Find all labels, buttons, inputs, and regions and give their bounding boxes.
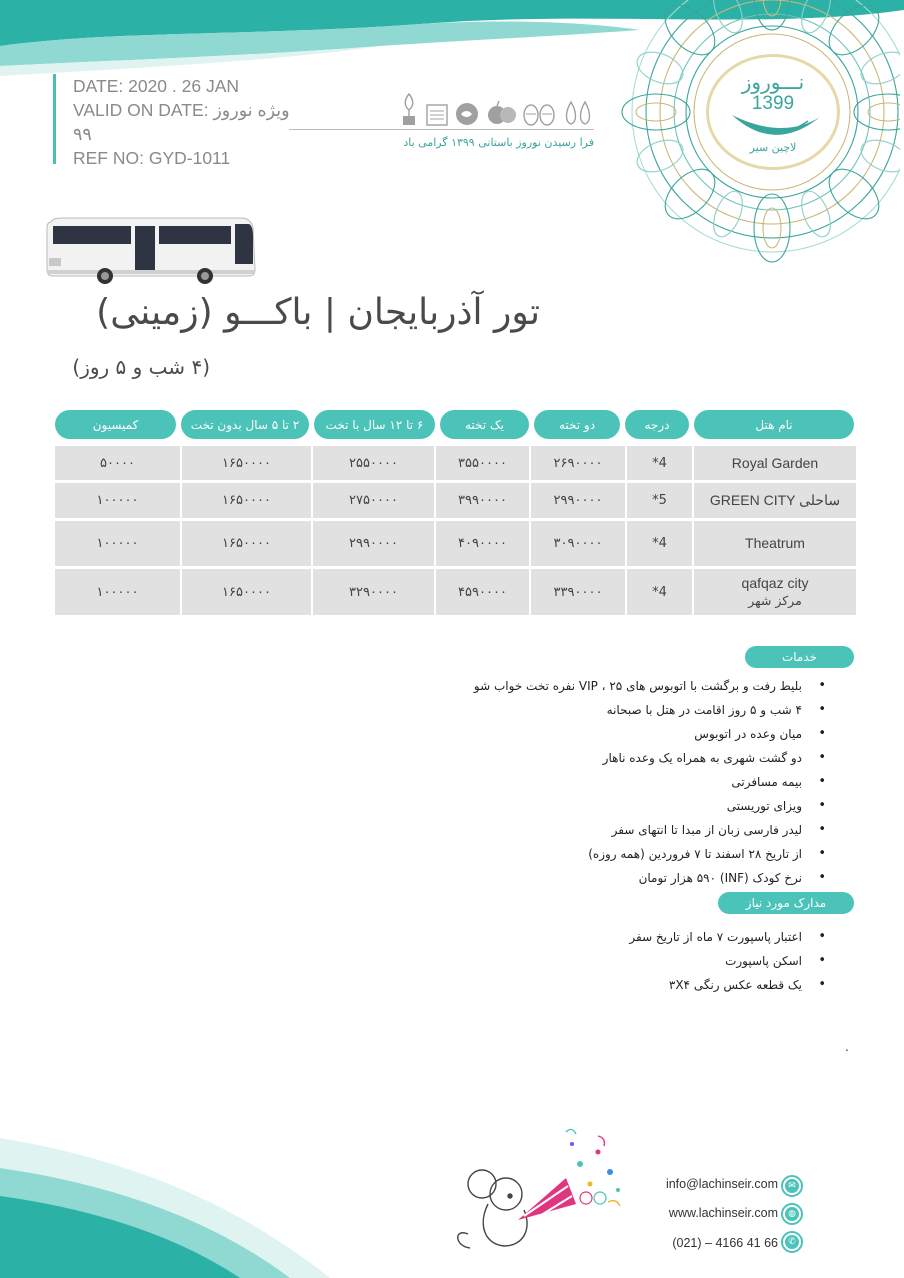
tour-title: تور آذربایجان | باکـــو (زمینی) xyxy=(96,292,540,333)
header-grade: درجه xyxy=(625,410,689,439)
table-row-0-commission: ۵۰۰۰۰ xyxy=(55,446,180,480)
tour-duration: (۴ شب و ۵ روز) xyxy=(72,355,210,379)
table-row-0-child-nobed: ۱۶۵۰۰۰۰ xyxy=(182,446,311,480)
documents-label: مدارک مورد نیاز xyxy=(718,892,854,914)
header-child-with-bed: ۶ تا ۱۲ سال با تخت xyxy=(314,410,435,439)
apple-icon xyxy=(487,100,517,126)
date-line: DATE: 2020 . 26 JAN xyxy=(73,76,240,96)
table-row-3-double: ۳۳۹۰۰۰۰ xyxy=(531,569,625,615)
list-item: • یک قطعه عکس رنگی ۳X۴ xyxy=(420,973,830,997)
badge-year: 1399 xyxy=(751,92,795,114)
stray-dot: . xyxy=(845,1040,849,1054)
contact-phone[interactable]: (021) – 4166 41 66 xyxy=(672,1236,778,1250)
services-list xyxy=(420,674,830,890)
phone-icon: ✆ xyxy=(781,1231,803,1253)
table-row-2-double: ۳۰۹۰۰۰۰ xyxy=(531,521,625,566)
list-item: • بلیط رفت و برگشت با اتوبوس های VIP ، ۲۵ نفره تخت خواب شو xyxy=(420,674,830,698)
nowruz-badge xyxy=(706,54,840,170)
table-row-1-commission: ۱۰۰۰۰۰ xyxy=(55,483,180,518)
table-row-2-child-nobed: ۱۶۵۰۰۰۰ xyxy=(182,521,311,566)
table-row-3-hotel: qafqaz city مرکز شهر xyxy=(694,569,856,615)
table-row-3-child-bed: ۳۲۹۰۰۰۰ xyxy=(313,569,434,615)
list-item: • اعتبار پاسپورت ۷ ماه از تاریخ سفر xyxy=(420,925,830,949)
table-row-0-child-bed: ۲۵۵۰۰۰۰ xyxy=(313,446,434,480)
table-row-3-grade: *4 xyxy=(627,569,692,615)
header-commission: کمیسیون xyxy=(55,410,176,439)
contact-email[interactable]: info@lachinseir.com xyxy=(665,1177,778,1191)
table-row-2-child-bed: ۲۹۹۰۰۰۰ xyxy=(313,521,434,566)
table-row-3-child-nobed: ۱۶۵۰۰۰۰ xyxy=(182,569,311,615)
table-row-3-single: ۴۵۹۰۰۰۰ xyxy=(436,569,529,615)
documents-list xyxy=(420,925,830,997)
table-row-3-commission: ۱۰۰۰۰۰ xyxy=(55,569,180,615)
table-row-1-single: ۳۹۹۰۰۰۰ xyxy=(436,483,529,518)
egg-icon xyxy=(522,102,556,126)
table-row-2-hotel: Theatrum xyxy=(694,521,856,566)
table-row-1-double: ۲۹۹۰۰۰۰ xyxy=(531,483,625,518)
contact-website[interactable]: www.lachinseir.com xyxy=(668,1206,778,1220)
globe-icon: ◍ xyxy=(781,1203,803,1225)
badge-brand: لاچین سیر xyxy=(749,140,797,154)
header-single-room: یک تخته xyxy=(440,410,529,439)
table-row-2-grade: *4 xyxy=(627,521,692,566)
rug-icon xyxy=(426,104,448,126)
list-item: • نرخ کودک (INF) ۵۹۰ هزار تومان xyxy=(420,866,830,890)
header-hotel-name: نام هتل xyxy=(694,410,854,439)
list-item: • اسکن پاسپورت xyxy=(420,949,830,973)
envelope-icon: ✉ xyxy=(781,1175,803,1197)
table-row-0-hotel: Royal Garden xyxy=(694,446,856,480)
table-row-1-grade: *5 xyxy=(627,483,692,518)
table-row-1-hotel: GREEN CITY ساحلی xyxy=(694,483,856,518)
ref-line: REF NO: GYD-1011 xyxy=(73,148,231,168)
document-meta xyxy=(53,74,293,168)
table-row-0-double: ۲۶۹۰۰۰۰ xyxy=(531,446,625,480)
header-child-no-bed: ۲ تا ۵ سال بدون تخت xyxy=(181,410,309,439)
header-double-room: دو تخته xyxy=(534,410,620,439)
header-rule xyxy=(289,129,594,130)
party-mouse-icon xyxy=(448,1124,630,1254)
table-row-0-grade: *4 xyxy=(627,446,692,480)
list-item: • لیدر فارسی زبان از مبدا تا انتهای سفر xyxy=(420,818,830,842)
table-row-1-child-bed: ۲۷۵۰۰۰۰ xyxy=(313,483,434,518)
list-item: • ۴ شب و ۵ روز اقامت در هتل با صبحانه xyxy=(420,698,830,722)
plant-icon xyxy=(398,92,420,126)
table-row-2-commission: ۱۰۰۰۰۰ xyxy=(55,521,180,566)
valid-line: VALID ON DATE: ویژه نوروز ۹۹ xyxy=(73,100,290,144)
bus-icon xyxy=(45,214,259,286)
nowruz-slogan: فرا رسیدن نوروز باستانی ۱۳۹۹ گرامی باد xyxy=(403,136,594,149)
badge-title: نـــوروز xyxy=(741,69,805,94)
list-item: • از تاریخ ۲۸ اسفند تا ۷ فروردین (همه روزه) xyxy=(420,842,830,866)
list-item: • دو گشت شهری به همراه یک وعده ناهار xyxy=(420,746,830,770)
list-item: • میان وعده در اتوبوس xyxy=(420,722,830,746)
list-item: • بیمه مسافرتی xyxy=(420,770,830,794)
table-row-1-child-nobed: ۱۶۵۰۰۰۰ xyxy=(182,483,311,518)
table-row-2-single: ۴۰۹۰۰۰۰ xyxy=(436,521,529,566)
list-item: • ویزای توریستی xyxy=(420,794,830,818)
table-row-0-single: ۳۵۵۰۰۰۰ xyxy=(436,446,529,480)
garlic-icon xyxy=(562,98,594,126)
haft-seen-icons xyxy=(398,90,594,126)
goldfish-icon xyxy=(453,102,481,126)
services-label: خدمات xyxy=(745,646,854,668)
swallow-icon xyxy=(728,109,824,145)
